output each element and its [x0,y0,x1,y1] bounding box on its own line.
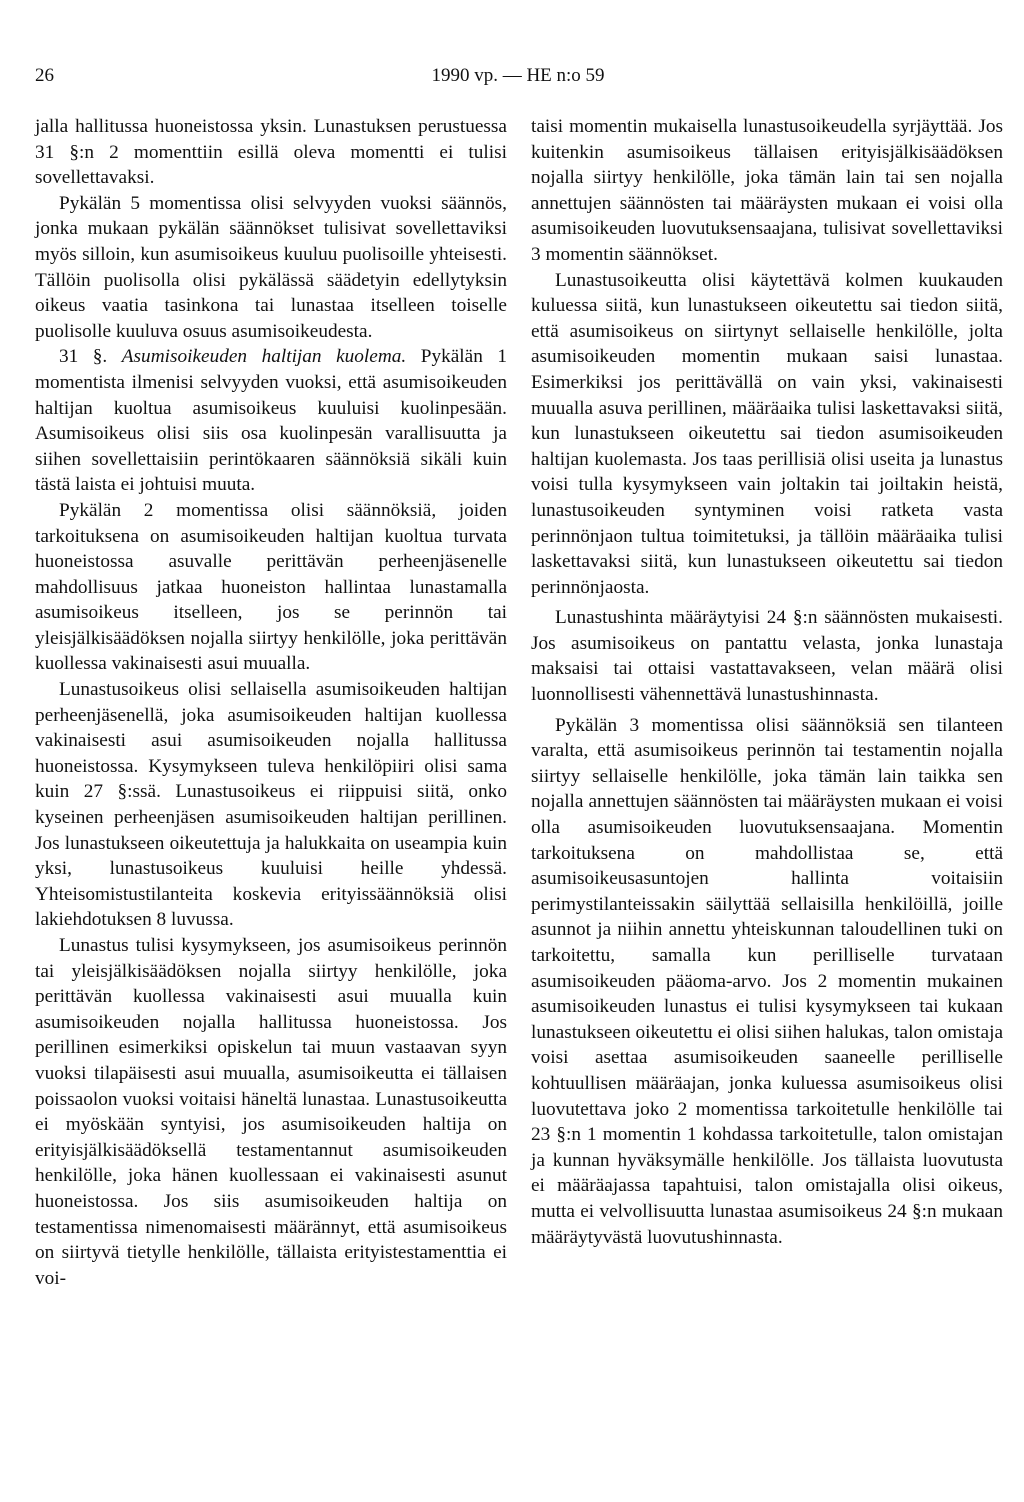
paragraph: Lunastus tulisi kysymykseen, jos asumisoikeus perinnön tai yleisjälkisäädöksen nojalla siirtyy henkilölle, joka perittävän kuollessa vakinaisesti asui muualla kuin asumisoikeuden nojalla hallitussa huoneistossa. Jos perillinen esimerkiksi opiskelun tai muun vastaavan syyn vuoksi tilapäisesti asui muualla, asumisoikeutta ei tällaisen poissaolon vuoksi voitaisi häneltä lunastaa. Lunastusoikeutta ei myöskään syntyisi, jos asumisoikeuden haltija on erityisjälkisäädöksellä testamentannut asumisoikeuden henkilölle, joka hänen kuollessaan ei vakinaisesti asunut huoneistossa. Jos siis asumisoikeuden haltija on testamentissa nimenomaisesti määrännyt, että asumisoikeus on siirtyvä tietylle henkilölle, tällaista erityistestamenttia ei voi- [35,935,507,1289]
left-column [35,114,507,1291]
paragraph: taisi momentin mukaisella lunastusoikeudella syrjäyttää. Jos kuitenkin asumisoikeus tällaisen erityisjälkisäädöksen nojalla siirtyy henkilölle, joka tämän lain tai sen nojalla annettujen säännösten tai määräysten mukaan ei voisi olla asumisoikeuden luovutuksensaajana, tulisivat sovellettaviksi 3 momentin säännökset. [531,116,1003,265]
paragraph: Pykälän 2 momentissa olisi säännöksiä, joiden tarkoituksena on asumisoikeuden haltijan kuoltua turvata huoneistossa asuvalle perittävän perheenjäsenelle mahdollisuus jatkaa huoneiston hallintaa lunastamalla asumisoikeus itselleen, jos se perinnön tai yleisjälkisäädöksen nojalla siirtyy henkilölle, joka perittävän kuollessa vakinaisesti asui muualla. [35,499,507,675]
section-heading: Asumisoikeuden haltijan kuolema. [121,346,407,368]
page-number: 26 [35,65,54,86]
paragraph: Lunastusoikeutta olisi käytettävä kolmen kuukauden kuluessa siitä, kun lunastukseen oikeutettu sai tiedon siitä, että asumisoikeus on siirtynyt sellaiselle henkilölle, jolta asumisoikeuden momentin mukaan saisi lunastaa. Esimerkiksi jos perittävällä on vain yksi, vakinaisesti muualla asuva perillinen, määräaika tulisi laskettavaksi siitä, kun lunastukseen oikeutettu sai tiedon asumisoikeuden haltijan kuolemasta. Jos taas perillisiä olisi useita ja lunastus voisi tulla kysymykseen vain joltakin tai joiltakin heistä, lunastusoikeuden syntyminen voisi ratketa vasta perinnönjaon tultua toimitetuksi, ja tällöin määräaika tulisi laskettavaksi siitä, kun lunastukseen oikeutettu sai tiedon perinnönjaosta. [531,269,1003,598]
paragraph: Lunastusoikeus olisi sellaisella asumisoikeuden haltijan perheenjäsenellä, joka asumisoikeuden haltijan kuollessa vakinaisesti asui asumisoikeuden nojalla hallitussa huoneistossa. Kysymykseen tuleva henkilöpiiri olisi sama kuin 27 §:ssä. Lunastusoikeus ei riippuisi siitä, onko kyseinen perheenjäsen asumisoikeuden haltijan perillinen. Jos lunastukseen oikeutettuja ja halukkaita on useampia kuin yksi, lunastusoikeus kuuluisi heille yhdessä. Yhteisomistustilanteita koskevia erityissäännöksiä olisi lakiehdotuksen 8 luvussa. [35,679,507,931]
section-number: 31 §. [59,346,108,368]
paragraph: jalla hallitussa huoneistossa yksin. Lunastuksen perustuessa 31 §:n 2 momenttiin esillä oleva momentti ei tulisi sovellettavaksi. [35,116,507,189]
section-31-paragraph [35,344,507,498]
running-title: 1990 vp. — HE n:o 59 [431,65,605,86]
paragraph: Pykälän 5 momentissa olisi selvyyden vuoksi säännös, jonka mukaan pykälän säännökset tulisivat sovellettaviksi myös silloin, kun asumisoikeus kuuluu puolisoille yhteisesti. Tällöin puolisolla olisi pykälässä säädetyin edellytyksin oikeus vaatia tasinkona tai lunastaa itselleen toiselle puolisolle kuuluva osuus asumisoikeudesta. [35,192,507,342]
section-text: Pykälän 1 momentista ilmenisi selvyyden vuoksi, että asumisoikeuden haltijan kuoltua asumisoikeus kuuluisi kuolinpesään. Asumisoikeus olisi siis osa kuolinpesän varallisuutta ja siihen sovellettaisiin perintökaaren säännöksiä sikäli kuin tästä laista ei johtuisi muuta. [35,346,507,496]
right-column [531,114,1003,1250]
paragraph: Lunastushinta määräytyisi 24 §:n säännösten mukaisesti. Jos asumisoikeus on pantattu velasta, jonka lunastaja maksaisi tai ottaisi vastattavakseen, velan määrä olisi luonnollisesti vähennettävä lunastushinnasta. [531,607,1003,706]
paragraph: Pykälän 3 momentissa olisi säännöksiä sen tilanteen varalta, että asumisoikeus perinnön tai testamentin nojalla siirtyy sellaiselle henkilölle, joka tämän lain taikka sen nojalla annettujen säännösten tai määräysten mukaan ei voisi olla asumisoikeuden luovutuksensaajana. Momentin tarkoituksena on mahdollistaa se, että asumisoikeusasuntojen hallinta voitaisiin perimystilanteissakin säilyttää sellaisilla henkilöillä, joille asunnot ja niihin annettu yhteiskunnan taloudellinen tuki on tarkoitettu, samalla kun perilliselle turvataan asumisoikeuden pääoma-arvo. Jos 2 momentin mukainen asumisoikeuden lunastus ei tulisi kysymykseen tai kukaan lunastukseen oikeutettu ei olisi siihen halukas, talon omistaja voisi asettaa asumisoikeuden saaneelle perilliselle kohtuullisen määräajan, jonka kuluessa asumisoikeus olisi luovutettava joko 2 momentissa tarkoitetulle henkilölle tai 23 §:n 1 momentin 1 kohdassa tarkoitetulle, talon omistajan ja kunnan hyväksymälle henkilölle. Jos tällaista luovutusta ei määräajassa tapahtuisi, talon omistajalla olisi oikeus, mutta ei velvollisuutta lunastaa asumisoikeus 24 §:n mukaan määräytyvästä luovutushinnasta. [531,714,1003,1248]
